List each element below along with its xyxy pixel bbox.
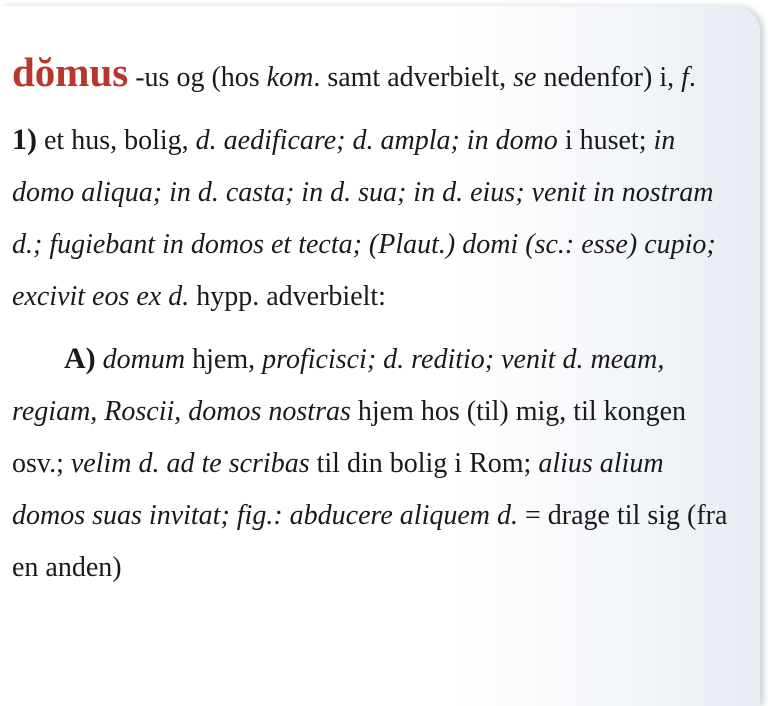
dictionary-card [0, 6, 760, 706]
headword: dŏmus [12, 49, 129, 95]
text-run: . [688, 62, 696, 93]
text-run: in domo aliqua; in d. casta; in d. sua; in d. eius; venit in nostram d.; fugiebant in domos et tecta; (Plaut.) domi (sc.: esse) cupio; excivit eos ex d. [12, 125, 716, 312]
subsense-a-text [12, 344, 727, 583]
text-run: f [681, 62, 689, 93]
sense-1 [12, 114, 732, 323]
entry-header [12, 46, 732, 104]
text-run: hjem, [185, 344, 263, 375]
text-run: proficisci; d. reditio; venit d. meam, regiam, Roscii, domos nostras [12, 344, 665, 427]
text-run: velim d. ad te scribas [70, 448, 310, 479]
text-run: et hus, bolig, [37, 125, 196, 156]
text-run: alius alium domos suas invitat; fig.: abducere aliquem d. [12, 448, 664, 531]
text-run: i huset; [557, 125, 654, 156]
text-run: hjem hos (til) mig, til kongen osv.; [12, 396, 687, 479]
text-run: kom [266, 62, 314, 93]
text-run: til din bolig i Rom; [309, 448, 539, 479]
text-run: se [513, 62, 537, 93]
text-run: hypp. adverbielt: [189, 281, 386, 312]
text-run: domum [102, 344, 186, 375]
text-run: d. aedificare; d. ampla; in domo [195, 125, 558, 156]
subsense-a [12, 333, 732, 594]
entry-content [12, 46, 732, 594]
text-run: -us og (hos [128, 62, 267, 93]
subsense-a-label: A) [64, 342, 96, 375]
sense-1-text [12, 125, 716, 312]
text-run: . samt adverbielt, [313, 62, 514, 93]
text-run: nedenfor) i, [536, 62, 682, 93]
text-run: = drage til sig (fra en anden) [12, 500, 728, 583]
header-text [128, 62, 696, 93]
sense-1-number: 1) [12, 123, 37, 156]
text-run [96, 344, 103, 375]
